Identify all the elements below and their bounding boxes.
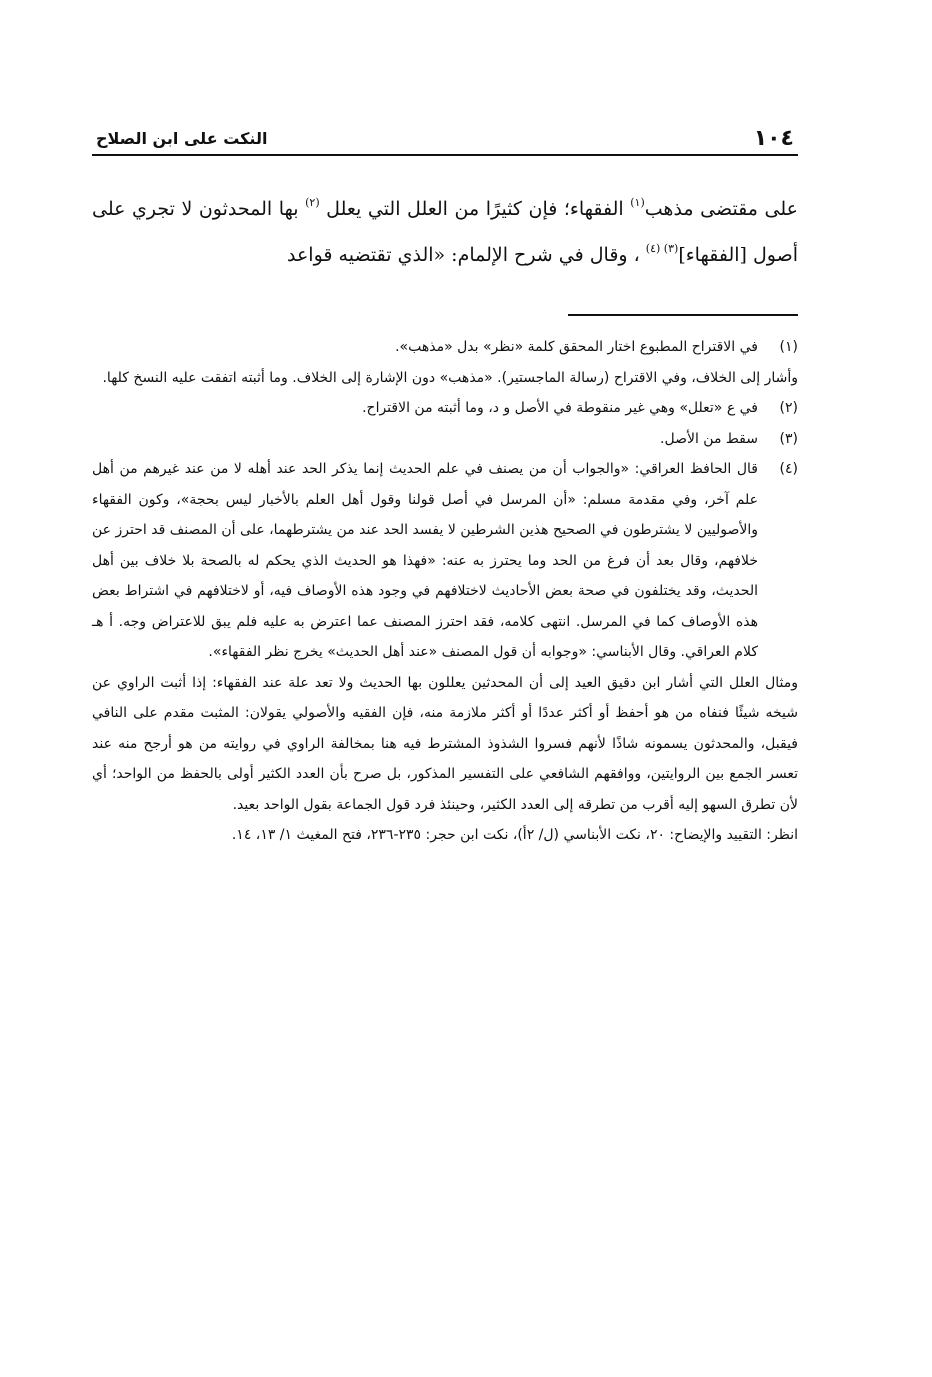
page-number: ١٠٤ xyxy=(753,126,794,151)
footnote-text: وأشار إلى الخلاف، وفي الاقتراح (رسالة الماجستير). «مذهب» دون الإشارة إلى الخلاف. وما أثبته اتفقت عليه النسخ كلها. xyxy=(102,369,798,386)
footnote-text: في الاقتراح المطبوع اختار المحقق كلمة «نظر» بدل «مذهب». xyxy=(395,339,758,355)
footnote-number: (٣) xyxy=(779,430,798,447)
main-text-segment: ، وقال في شرح الإلمام: «الذي تقتضيه قواعد xyxy=(287,244,646,266)
footnotes xyxy=(92,332,798,851)
footnote-body xyxy=(92,454,758,668)
main-text-segment: على مقتضى مذهب xyxy=(644,198,798,220)
running-title: النكت على ابن الصلاح xyxy=(96,129,268,148)
page-header xyxy=(92,118,798,156)
footnote-references: انظر: التقييد والإيضاح: ٢٠، نكت الأبناسي (ل/ ٢أ)، نكت ابن حجر: ٢٣٥-٢٣٦، فتح المغيث ١/ ١٣، ١٤. xyxy=(231,827,798,843)
book-page xyxy=(92,118,798,851)
footnote-4 xyxy=(92,454,798,668)
footnote-separator xyxy=(568,314,798,316)
footnote-ref: (٣) (٤) xyxy=(645,242,679,255)
footnote-number: (٢) xyxy=(779,400,798,416)
footnote-body xyxy=(92,393,758,424)
footnote-text: سقط من الأصل. xyxy=(660,430,758,447)
footnote-body xyxy=(92,424,758,455)
footnote-continuation: ومثال العلل التي أشار ابن دقيق العيد إلى أن المحدثين يعللون بها الحديث ولا تعد علة عند الفقهاء: إذا أثبت الراوي عن شيخه شيئًا فنفاه من هو أحفظ أو أكثر عددًا أو أكثر ملازمة منه، فإن الفقيه والأصولي يقولان: المثبت مقدم على النافي فيقبل، والمحدثون يسمونه شاذًا لأنهم فسروا الشذوذ المشترط فيه هنا بمخالفة الراوي في روايته من هو أرجح منه عند تعسر الجمع بين الروايتين، ووافقهم الشافعي على التفسير المذكور، بل صرح بأن العدد الكثير أولى بالحفظ من الواحد؛ أي لأن تطرق السهو إليه أقرب من تطرقه إلى العدد الكثير، وحينئذ فرد قول الجماعة بقول الواحد بعيد. xyxy=(92,674,798,813)
footnote-2 xyxy=(92,393,798,424)
footnote-1 xyxy=(92,332,798,363)
footnote-text: في ع «تعلل» وهي غير منقوطة في الأصل و د، وما أثبته من الاقتراح. xyxy=(362,400,758,416)
main-text-segment: بها المحدثون لا تجري على أصول [الفقهاء] xyxy=(92,198,798,266)
footnote-ref: (٢) xyxy=(305,196,320,209)
main-text xyxy=(92,186,798,278)
footnote-number: (٤) xyxy=(779,461,798,477)
footnote-body xyxy=(92,332,758,363)
footnote-text: قال الحافظ العراقي: «والجواب أن من يصنف في علم الحديث إنما يذكر الحد عند أهله لا من عند غيرهم من أهل علم آخر، وفي مقدمة مسلم: «أن المرسل في أصل قولنا وقول أهل العلم بالأخبار ليس بحجة»، وكون الفقهاء والأصوليين لا يشترطون في الصحيح هذين الشرطين لا يفسد الحد عند من يشترطهما، على أن المصنف قد احترز عن خلافهم، وقال بعد أن فرغ من الحد وما يحترز به عنه: «فهذا هو الحديث الذي يحكم له بالصحة بلا خلاف بين أهل الحديث، وقد يختلفون في صحة بعض الأحاديث لاختلافهم في وجود هذه الأوصاف فيه، أو لاختلافهم في اشتراط بعض هذه الأوصاف كما في المرسل. انتهى كلامه، فقد احترز المصنف عما اعترض به عليه فلم يبق للاعتراض وجه. أ هـ كلام العراقي. وقال الأبناسي: «وجوابه أن قول المصنف «عند أهل الحديث» يخرج نظر الفقهاء». xyxy=(92,461,758,660)
main-text-segment: الفقهاء؛ فإن كثيرًا من العلل التي يعلل xyxy=(319,198,631,220)
footnote-3 xyxy=(92,424,798,455)
footnote-ref: (١) xyxy=(630,196,645,209)
main-paragraph xyxy=(92,186,798,278)
footnote-number: (١) xyxy=(779,339,798,355)
